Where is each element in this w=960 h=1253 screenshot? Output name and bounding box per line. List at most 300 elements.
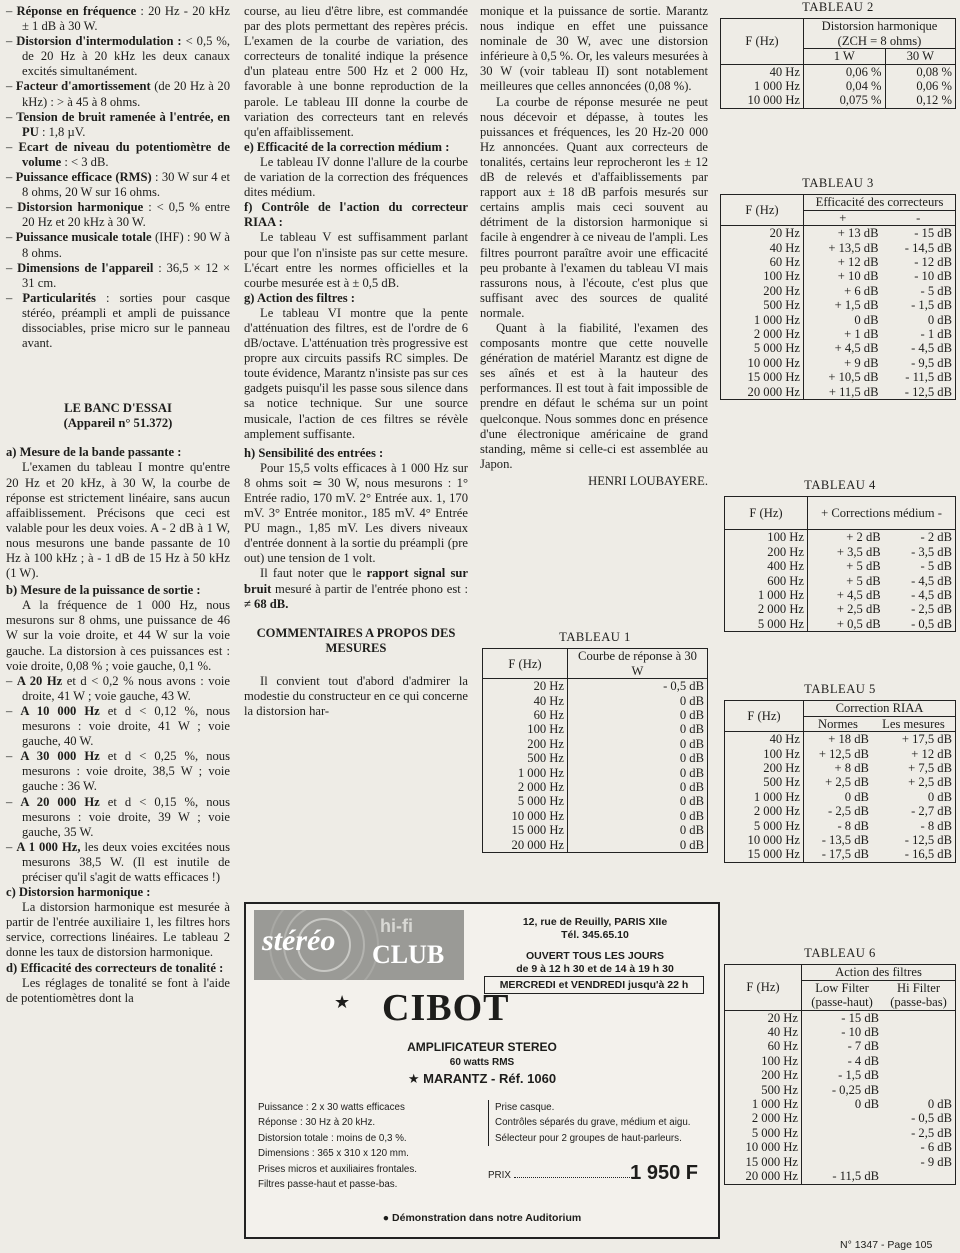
stereo-hifi-club-logo	[254, 910, 464, 980]
table-cell: + 7,5 dB	[908, 761, 952, 776]
feature-item: Distorsion totale : moins de 0,3 %.	[258, 1132, 407, 1144]
table-cell: - 6 dB	[920, 1140, 952, 1155]
table-cell: 600 Hz	[767, 573, 804, 588]
spec-list	[6, 4, 230, 351]
spec-item: – Tension de bruit ramenée à l'entrée, en PU : 1,8 µV.	[6, 109, 230, 139]
measure-item-label: A 30 000 Hz	[20, 749, 100, 764]
table-row	[725, 617, 956, 632]
table-cell: 100 Hz	[763, 269, 800, 284]
section-d-heading: d) Efficacité des correcteurs de tonalité :	[6, 960, 224, 975]
table-cell: 60 Hz	[767, 1039, 798, 1054]
bench-title: LE BANC D'ESSAI	[64, 401, 172, 416]
bench-subtitle: (Appareil n° 51.372)	[63, 416, 173, 431]
table-cell: 0,075 %	[804, 93, 886, 108]
table-row	[725, 804, 956, 818]
section-c-heading: c) Distorsion harmonique :	[6, 885, 151, 900]
section-a-text: L'examen du tableau I montre qu'entre 20 Hz et 20 kHz, à 30 W, la courbe de réponse est strictement linéaire, sans aucun affaiblissement. Précisons que ceci est valable pour les deux voies. A - 2 dB à 1 W, nous mesurons une bande passante de 10 Hz à 100 kHz ; à - 1 dB de 15 Hz à 50 kHz (1 W).	[6, 460, 230, 581]
measure-item: – A 20 Hz et d < 0,2 % nous avons : voie droite, 41 W ; voie gauche, 43 W.	[6, 673, 230, 703]
table-cell: - 9 dB	[920, 1154, 952, 1169]
section-b-heading: b) Mesure de la puissance de sortie :	[6, 583, 201, 598]
table-row	[483, 838, 708, 853]
table-cell: 200 Hz	[767, 544, 804, 559]
table-4-grid: F (Hz) + Corrections médium - 100 Hz + 2 dB - 2 dB 200 Hz + 3,5 dB - 3,5 dB 400 Hz + 5 dB - 5 dB 600 Hz + 5 dB - 4,5 dB 1 000 Hz + 4,5 dB - 4,5 dB 2 000 Hz + 2,5 dB - 2,5 dB 5 000 Hz + 0,5 dB - 0,5 dB	[724, 496, 956, 632]
table-cell: 2 000 Hz	[517, 780, 564, 795]
table-row	[725, 775, 956, 789]
table-cell: 2 000 Hz	[757, 602, 804, 617]
section-h-heading: h) Sensibilité des entrées :	[244, 445, 384, 460]
table-cell: + 0,5 dB	[808, 617, 884, 632]
table-cell: 40 Hz	[769, 240, 800, 255]
table-cell: + 17,5 dB	[901, 732, 952, 747]
table-cell: - 11,5 dB	[905, 370, 952, 385]
table-cell: 200 Hz	[527, 736, 564, 751]
spec-item-value: (de 20 Hz à 20 kHz) : > à 45 à 8 ohms.	[22, 79, 230, 109]
table-row	[725, 1111, 956, 1125]
table-4	[724, 478, 956, 632]
table-cell	[882, 1068, 955, 1082]
price	[488, 1162, 698, 1184]
table-row	[725, 732, 956, 747]
table-cell: 0 dB	[927, 312, 952, 327]
measure-item-value: et d < 0,12 %, nous mesurons : voie droite, 41 W ; voie gauche, 40 W.	[22, 703, 230, 749]
section-c-text: La distorsion harmonique est mesurée à partir de l'entrée auxiliaire 1, les filtres hors service, corrections linéaires. Le tableau 2 donne les taux de distorsion harmonique.	[6, 900, 230, 960]
table-cell: + 12,5 dB	[804, 747, 872, 761]
table-cell: - 5 dB	[920, 559, 952, 574]
table-row	[725, 819, 956, 833]
table-row	[721, 79, 956, 93]
table-row	[725, 790, 956, 804]
table-cell: 20 000 Hz	[511, 837, 564, 852]
measure-item: – A 1 000 Hz, les deux voies excitées nous mesurons 38,5 W. (Il est inutile de préciser qu'il s'agit de watts efficaces !)	[6, 839, 230, 884]
feature-item: Prise casque.	[495, 1102, 555, 1113]
measure-item-label: A 10 000 Hz	[20, 703, 100, 718]
spec-item-value: < 0,5 %, de 20 Hz à 20 kHz les deux canaux excités simultanément.	[22, 34, 230, 79]
table-2-caption: TABLEAU 2	[802, 0, 874, 14]
table-cell: + 13 dB	[804, 226, 882, 241]
table-1	[482, 630, 708, 853]
table-3-caption: TABLEAU 3	[802, 176, 874, 190]
table-cell: - 16,5 dB	[904, 847, 952, 862]
table-cell: + 5 dB	[808, 559, 884, 573]
spec-item: – Dimensions de l'appareil : 36,5 × 12 × 31 cm.	[6, 260, 230, 290]
table-cell: 0 dB	[568, 809, 708, 823]
table-row	[721, 93, 956, 108]
measure-item-value: les deux voies excitées nous mesurons 38,5 W. (Il est inutile de préciser qu'il s'agit de watts efficaces !)	[22, 839, 230, 884]
table-row	[483, 722, 708, 736]
table-cell: 0,04 %	[804, 79, 886, 93]
table-cell: + 1,5 dB	[804, 298, 882, 312]
table-cell: 500 Hz	[761, 1082, 798, 1097]
measure-item: – A 30 000 Hz et d < 0,25 %, nous mesurons : voie droite, 38,5 W ; voie gauche : 36 W.	[6, 749, 230, 794]
table-cell: + 4,5 dB	[804, 341, 882, 355]
table-cell: 1 000 Hz	[517, 765, 564, 780]
table-cell: 60 Hz	[769, 255, 800, 270]
table-cell: - 4,5 dB	[911, 341, 952, 356]
table-cell: - 1,5 dB	[911, 298, 952, 313]
table-row	[725, 1010, 956, 1025]
table-cell: 1 000 Hz	[757, 588, 804, 603]
table-cell	[882, 1010, 955, 1025]
table-cell: + 18 dB	[804, 732, 872, 747]
table-cell: 0 dB	[927, 789, 952, 804]
section-a-heading: a) Mesure de la bande passante :	[6, 445, 182, 460]
table-cell: 0 dB	[568, 722, 708, 736]
table-cell: 0 dB	[804, 313, 882, 327]
table-cell	[882, 1083, 955, 1097]
table-cell: 0 dB	[568, 708, 708, 722]
table-row	[725, 574, 956, 588]
table-row	[725, 1039, 956, 1053]
spec-item: – Puissance efficace (RMS) : 30 W sur 4 et 8 ohms, 20 W sur 16 ohms.	[6, 170, 230, 200]
section-d-text: Les réglages de tonalité se font à l'aide de potentiomètres dont la	[6, 975, 230, 1005]
table-cell: 10 000 Hz	[747, 93, 800, 108]
table-cell: - 11,5 dB	[802, 1169, 883, 1184]
table-cell: - 5 dB	[920, 283, 952, 298]
table-cell: 40 Hz	[533, 693, 564, 708]
table-cell: 20 000 Hz	[747, 384, 800, 399]
table-cell	[882, 1169, 955, 1184]
table-1-caption: TABLEAU 1	[559, 630, 631, 644]
table-cell: - 2 dB	[920, 530, 952, 545]
table-4-caption: TABLEAU 4	[804, 478, 876, 492]
table-cell: 100 Hz	[763, 746, 800, 761]
spec-item-label: Dimensions de l'appareil	[17, 260, 154, 275]
feature-item: Filtres passe-haut et passe-bas.	[258, 1179, 398, 1191]
feature-item: Sélecteur pour 2 groupes de haut-parleurs.	[495, 1132, 682, 1144]
table-cell: 500 Hz	[763, 775, 800, 790]
table-row	[721, 341, 956, 355]
section-b-list	[6, 674, 230, 885]
table-cell: 1 000 Hz	[753, 789, 800, 804]
table-row	[483, 809, 708, 823]
table-cell: 15 000 Hz	[511, 823, 564, 838]
table-cell: 5 000 Hz	[751, 1125, 798, 1140]
table-cell: - 0,5 dB	[568, 679, 708, 694]
spec-item-value: : 36,5 × 12 × 31 cm.	[22, 260, 230, 290]
table-6	[724, 946, 956, 1185]
table-cell: 0 dB	[802, 1097, 883, 1111]
table-row	[483, 780, 708, 794]
table-row	[721, 385, 956, 400]
section-h-text: Pour 15,5 volts efficaces à 1 000 Hz sur 8 ohms soit ≃ 30 W, nous mesurons : 1° Entrée radio, 170 mV. 2° Entrée aux. 1, 170 mV. 3° Entrée monitor., 185 mV. 4° Entrée PU magn., 1,85 mV. Les divers niveaux d'entrée donnent à la sortie du préampli (pre out) une tension de 1 volt.	[244, 460, 468, 566]
table-cell: 2 000 Hz	[753, 327, 800, 342]
table-cell: 10 000 Hz	[511, 808, 564, 823]
table-cell: - 2,7 dB	[911, 804, 952, 819]
late-opening-box: MERCREDI et VENDREDI jusqu'à 22 h	[484, 976, 704, 994]
table-row	[725, 602, 956, 616]
spec-item-value: : 30 W sur 4 et 8 ohms, 20 W sur 16 ohms.	[22, 170, 230, 200]
table-cell: 40 Hz	[767, 1025, 798, 1040]
table-cell: 10 000 Hz	[745, 1140, 798, 1155]
table-cell	[802, 1111, 883, 1125]
product-title: AMPLIFICATEUR STEREO 60 watts RMS ★ MARANTZ - Réf. 1060	[407, 1040, 557, 1086]
table-cell: + 10,5 dB	[804, 370, 882, 384]
measure-item-label: A 1 000 Hz,	[16, 839, 81, 854]
table-row	[721, 269, 956, 283]
measure-item-value: et d < 0,15 %, nous mesurons : voie droite, 39 W ; voie gauche, 35 W.	[22, 794, 230, 839]
spec-item-label: Puissance efficace (RMS)	[15, 170, 152, 185]
table-cell: + 2,5 dB	[808, 602, 884, 616]
measure-item-value: et d < 0,2 % nous avons : voie droite, 41 W ; voie gauche, 43 W.	[22, 673, 230, 703]
table-row	[725, 1169, 956, 1184]
table-cell: 5 000 Hz	[753, 341, 800, 356]
table-cell: 0 dB	[568, 838, 708, 853]
table-cell: - 8 dB	[804, 819, 872, 833]
table-row	[725, 545, 956, 559]
table-row	[721, 298, 956, 312]
table-cell: - 2,5 dB	[804, 804, 872, 818]
measure-item-value: et d < 0,25 %, nous mesurons : voie droite, 38,5 W ; voie gauche : 36 W.	[22, 749, 230, 794]
table-cell: 2 000 Hz	[751, 1111, 798, 1126]
table-cell: 0 dB	[568, 766, 708, 780]
table-1-grid: F (Hz) Courbe de réponse à 30 W 20 Hz - 0,5 dB 40 Hz 0 dB 60 Hz 0 dB 100 Hz 0 dB 200 Hz 0 dB 500 Hz 0 dB 1 000 Hz 0 dB 2 000 Hz 0 dB 5 000 Hz 0 dB 10 000 Hz 0 dB 15 000 Hz 0 dB 20 000 Hz 0 dB	[482, 648, 708, 853]
spec-item: – Distorsion d'intermodulation : < 0,5 %, de 20 Hz à 20 kHz les deux canaux excités simultanément.	[6, 34, 230, 79]
table-cell: - 14,5 dB	[904, 240, 952, 255]
table-6-grid: F (Hz) Action des filtres Low Filter (passe-haut) Hi Filter (passe-bas) 20 Hz - 15 dB 40 Hz - 10 dB 60 Hz - 7 dB 100 Hz - 4 dB 200 Hz - 1,5 dB 500 Hz - 0,25 dB 1 000 Hz 0 dB 0 dB 2 000 Hz - 0,5 dB 5 000 Hz - 2,5 dB 10 000 Hz - 6 dB 15 000 Hz - 9 dB 20 000 Hz - 11,5 dB	[724, 964, 956, 1184]
table-cell: - 0,5 dB	[911, 616, 952, 631]
table-cell: - 8 dB	[920, 818, 952, 833]
cibot-advertisement	[244, 902, 720, 1239]
table-cell: 0 dB	[927, 1097, 952, 1112]
table-cell: 1 000 Hz	[753, 79, 800, 94]
spec-item: – Facteur d'amortissement (de 20 Hz à 20 kHz) : > à 45 à 8 ohms.	[6, 79, 230, 109]
spec-item-label: Distorsion harmonique	[17, 200, 144, 215]
section-f-text: Le tableau V est suffisamment parlant pour que l'on n'insiste pas sur cette mesure. L'écart entre les normes officielles et la courbe mesurée est à ± 0,5 dB.	[244, 230, 468, 290]
table-cell: + 9 dB	[804, 356, 882, 370]
table-cell: - 0,25 dB	[802, 1083, 883, 1097]
table-cell: 40 Hz	[769, 64, 800, 79]
demo-note: ● Démonstration dans notre Auditorium	[382, 1212, 582, 1224]
table-row	[725, 1155, 956, 1169]
author-signature: HENRI LOUBAYERE.	[588, 473, 708, 488]
spec-item-label: Distorsion d'intermodulation :	[16, 34, 182, 49]
feature-item: Contrôles séparés du grave, médium et aigu.	[495, 1117, 691, 1129]
table-cell: - 12,5 dB	[904, 384, 952, 399]
spec-item-label: Tension de bruit ramenée à l'entrée, en PU	[16, 109, 230, 139]
table-cell: 15 000 Hz	[747, 847, 800, 862]
table-cell: + 2,5 dB	[908, 775, 952, 790]
table-row	[725, 833, 956, 847]
table-cell: + 8 dB	[804, 761, 872, 775]
column-1	[6, 4, 230, 1006]
logo-club-text: CLUB	[372, 940, 445, 969]
table-cell: - 4 dB	[802, 1054, 883, 1068]
spec-item-value: : < 0,5 % entre 20 Hz et 20 kHz à 30 W.	[22, 200, 230, 230]
table-cell: 0 dB	[568, 823, 708, 837]
table-cell: - 1 dB	[920, 327, 952, 342]
table-cell: 20 000 Hz	[745, 1169, 798, 1184]
table-3	[720, 176, 956, 400]
table-cell	[882, 1025, 955, 1039]
table-cell: - 2,5 dB	[911, 1125, 952, 1140]
table-6-caption: TABLEAU 6	[804, 946, 876, 960]
table-cell: 200 Hz	[763, 283, 800, 298]
table-cell: 1 000 Hz	[753, 312, 800, 327]
col2-paragraph: course, au lieu d'être libre, est commandée par des plots permettant des repères précis. L'examen de la courbe de variation, des correcteurs de tonalité indique la présence d'un plateau entre 500 Hz et 2 000 Hz, favorable à une bonne reproduction de la parole. Le tableau III donne la courbe de variation des correcteurs tant en relevés qu'en affaiblissement.	[244, 4, 468, 139]
table-cell: 200 Hz	[763, 761, 800, 776]
table-cell: - 10 dB	[914, 269, 952, 284]
table-cell: + 12 dB	[804, 255, 882, 269]
table-cell: - 4,5 dB	[911, 588, 952, 603]
table-cell: + 10 dB	[804, 269, 882, 283]
bench-heading	[6, 401, 230, 431]
table-cell: 500 Hz	[527, 751, 564, 766]
spec-item: – Puissance musicale totale (IHF) : 90 W à 8 ohms.	[6, 230, 230, 260]
spec-item-value: : < 3 dB.	[61, 154, 109, 169]
table-cell: 500 Hz	[763, 298, 800, 313]
table-cell: + 5 dB	[808, 574, 884, 588]
table-cell: 10 000 Hz	[747, 833, 800, 848]
table-cell: 2 000 Hz	[753, 804, 800, 819]
section-g-text: Le tableau VI montre que la pente d'atténuation des filtres, est de l'ordre de 6 dB/octave. L'atténuation très progressive est propre aux circuits passifs RC simples. De toute évidence, Marantz n'insiste pas sur ces gadgets puisqu'il les passe sous silence dans sa notice technique. Sur une source musicale, l'action de ces filtres se révèle amplement suffisante.	[244, 305, 468, 441]
table-row	[483, 679, 708, 694]
table-cell	[882, 1054, 955, 1068]
spec-item-value: (IHF) : 90 W à 8 ohms.	[22, 230, 230, 260]
table-row	[483, 708, 708, 722]
feature-item: Puissance : 2 x 30 watts efficaces	[258, 1102, 405, 1113]
table-cell: 0,12 %	[885, 93, 955, 108]
table-row	[725, 1083, 956, 1097]
table-cell: 100 Hz	[761, 1053, 798, 1068]
table-cell: 0,08 %	[885, 64, 955, 79]
table-cell: 200 Hz	[761, 1068, 798, 1083]
star-icon: ★	[334, 992, 351, 1012]
table-row	[725, 1126, 956, 1140]
table-row	[721, 241, 956, 255]
section-g-heading: g) Action des filtres :	[244, 290, 355, 305]
table-cell: 40 Hz	[769, 732, 800, 747]
table-row	[725, 1025, 956, 1039]
table-cell: 60 Hz	[533, 708, 564, 723]
table-cell: 100 Hz	[527, 722, 564, 737]
table-cell: + 3,5 dB	[808, 545, 884, 559]
table-cell: - 10 dB	[802, 1025, 883, 1039]
table-row	[725, 530, 956, 545]
feature-item: Dimensions : 365 x 310 x 120 mm.	[258, 1148, 409, 1160]
table-cell: - 7 dB	[802, 1039, 883, 1053]
table-cell: 20 Hz	[533, 679, 564, 694]
spec-item-label: Puissance musicale totale	[15, 230, 152, 245]
table-row	[725, 1068, 956, 1082]
col3-paragraph-2: La courbe de réponse mesurée ne peut nous décevoir et dépasse, à toutes les puissances et fréquences, les 20 Hz-20 000 Hz annoncées. Quant aux correcteurs de tonalités, certains leur reprocheront les ± 12 dB de relevés et d'affaiblissements par rapport aux ± 18 dB parfois mesurés sur certains amplis mais ceci souvent au détriment de la distorsion harmonique si facile à engendrer à ce niveau de l'ampli. Les filtres pourront paraître avoir une efficacité peu probante à l'examen du tableau VI mais rassurons nous, à l'écoute, c'est plus que suffisant avec des sources de qualité normale.	[480, 94, 708, 320]
spec-item: – Réponse en fréquence : 20 Hz - 20 kHz ± 1 dB à 30 W.	[6, 4, 230, 34]
feature-list-right	[488, 1100, 708, 1146]
table-cell	[882, 1039, 955, 1053]
table-cell: 100 Hz	[767, 530, 804, 545]
spec-item-value: : 20 Hz - 20 kHz ± 1 dB à 30 W.	[22, 4, 230, 34]
price-value: 1 950 F	[630, 1162, 698, 1184]
table-cell: - 3,5 dB	[911, 544, 952, 559]
table-cell: - 17,5 dB	[804, 847, 872, 862]
spec-item-value: : sorties pour casque stéréo, préampli et ampli de puissance dissociables, prise micro sur le panneau avant.	[22, 290, 230, 351]
price-label: PRIX	[488, 1170, 511, 1181]
brand-name: CIBOT	[382, 987, 510, 1029]
table-2	[720, 0, 956, 109]
measure-item: – A 20 000 Hz et d < 0,15 %, nous mesurons : voie droite, 39 W ; voie gauche, 35 W.	[6, 794, 230, 839]
table-row	[725, 588, 956, 602]
table-cell: + 12 dB	[911, 746, 952, 761]
feature-list-left	[258, 1100, 480, 1192]
table-row	[725, 761, 956, 775]
table-cell: 0 dB	[568, 751, 708, 765]
spec-item-label: Réponse en fréquence	[16, 4, 137, 18]
table-row	[483, 694, 708, 708]
spec-item-label: Facteur d'amortissement	[15, 79, 151, 94]
col3-paragraph-1: monique et la puissance de sortie. Marantz nous indique en effet une puissance nominale de 30 W, avec une distorsion inférieure à 0,5 %. Or, les valeurs mesurées à 30 W (voir tableau II) sont notablement meilleures que celles annoncées (0,08 %).	[480, 4, 708, 94]
feature-item: Réponse : 30 Hz à 20 kHz.	[258, 1117, 376, 1129]
table-cell: 0 dB	[568, 737, 708, 751]
table-cell: 1 000 Hz	[751, 1097, 798, 1112]
table-row	[721, 356, 956, 370]
table-5-grid: F (Hz) Correction RIAA Normes Les mesures 40 Hz + 18 dB + 17,5 dB 100 Hz + 12,5 dB + 12 dB 200 Hz + 8 dB + 7,5 dB 500 Hz + 2,5 dB + 2,5 dB 1 000 Hz 0 dB 0 dB 2 000 Hz - 2,5 dB - 2,7 dB 5 000 Hz - 8 dB - 8 dB 10 000 Hz - 13,5 dB - 12,5 dB 15 000 Hz - 17,5 dB - 16,5 dB	[724, 700, 956, 862]
table-cell: 15 000 Hz	[745, 1154, 798, 1169]
table-cell	[802, 1155, 883, 1169]
table-row	[483, 737, 708, 751]
table-row	[725, 1054, 956, 1068]
table-cell: + 4,5 dB	[808, 588, 884, 602]
comments-text: Il convient tout d'abord d'admirer la modestie du constructeur en ce qui concerne la distorsion har-	[244, 673, 468, 719]
table-cell: + 11,5 dB	[804, 385, 882, 400]
table-row	[725, 847, 956, 862]
table-row	[721, 284, 956, 298]
table-cell: - 15 dB	[914, 226, 952, 241]
column-2	[244, 4, 468, 719]
logo-hifi-text: hi-fi	[380, 916, 413, 936]
table-cell: + 13,5 dB	[804, 241, 882, 255]
table-row	[483, 823, 708, 837]
table-cell: 0 dB	[568, 794, 708, 808]
store-address: 12, rue de Reuilly, PARIS XIIe Tél. 345.65.10 OUVERT TOUS LES JOURS de 9 à 12 h 30 et de 14 à 19 h 30	[516, 916, 674, 975]
section-f-heading: f) Contrôle de l'action du correcteur RIAA :	[244, 200, 468, 230]
column-3	[480, 4, 708, 489]
table-cell: 0,06 %	[804, 64, 886, 79]
table-row	[725, 1097, 956, 1111]
table-cell	[802, 1140, 883, 1154]
spec-item-label: Ecart de niveau du potentiomètre de volume	[18, 139, 230, 169]
spec-item-label: Particularités	[22, 290, 96, 305]
table-row	[721, 370, 956, 384]
table-cell: - 12,5 dB	[904, 833, 952, 848]
table-cell: + 2,5 dB	[804, 775, 872, 789]
table-cell: 10 000 Hz	[747, 355, 800, 370]
table-cell: 0,06 %	[885, 79, 955, 93]
table-row	[721, 327, 956, 341]
table-cell: - 4,5 dB	[911, 573, 952, 588]
col3-paragraph-3: Quant à la fiabilité, l'examen des composants montre que cette nouvelle génération de matériel Marantz est digne de ses aînés et est à la hauteur des performances. Il est tout à fait impossible de prendre en défaut le schéma sur un point quelconque. Nous sommes donc en présence d'une électronique américaine de grand standing, même si celle-ci est assemblée au Japon.	[480, 320, 708, 471]
table-cell: - 2,5 dB	[911, 602, 952, 617]
table-cell: + 1 dB	[804, 327, 882, 341]
table-cell: 20 Hz	[767, 1010, 798, 1025]
table-row	[721, 255, 956, 269]
table-cell: 400 Hz	[767, 559, 804, 574]
table-cell: 0 dB	[568, 694, 708, 708]
table-cell: - 15 dB	[802, 1010, 883, 1025]
table-cell	[802, 1126, 883, 1140]
table-row	[483, 766, 708, 780]
section-b-text: A la fréquence de 1 000 Hz, nous mesurons sur 8 ohms, une puissance de 46 W sur la voie droite, et 44 W sur la voie gauche. La distorsion à ces puissances est : voie droite, 0,08 % ; voie gauche, 0,1 %.	[6, 598, 230, 673]
table-cell: 5 000 Hz	[517, 794, 564, 809]
table-row	[483, 751, 708, 765]
table-cell: - 12 dB	[914, 255, 952, 270]
table-row	[721, 64, 956, 79]
table-cell: 20 Hz	[769, 226, 800, 241]
table-cell: - 1,5 dB	[802, 1068, 883, 1082]
table-cell: - 13,5 dB	[804, 833, 872, 847]
spec-item-value: : 1,8 µV.	[38, 124, 86, 139]
spec-item: – Particularités : sorties pour casque stéréo, préampli et ampli de puissance dissociables, prise micro sur le panneau avant.	[6, 290, 230, 351]
table-cell: - 0,5 dB	[911, 1111, 952, 1126]
table-3-grid: F (Hz) Efficacité des correcteurs + - 20 Hz + 13 dB - 15 dB 40 Hz + 13,5 dB - 14,5 dB 60 Hz + 12 dB - 12 dB 100 Hz + 10 dB - 10 dB 200 Hz + 6 dB - 5 dB 500 Hz + 1,5 dB - 1,5 dB 1 000 Hz 0 dB 0 dB 2 000 Hz + 1 dB - 1 dB 5 000 Hz + 4,5 dB - 4,5 dB 10 000 Hz + 9 dB - 9,5 dB 15 000 Hz + 10,5 dB - 11,5 dB 20 000 Hz + 11,5 dB - 12,5 dB	[720, 194, 956, 400]
